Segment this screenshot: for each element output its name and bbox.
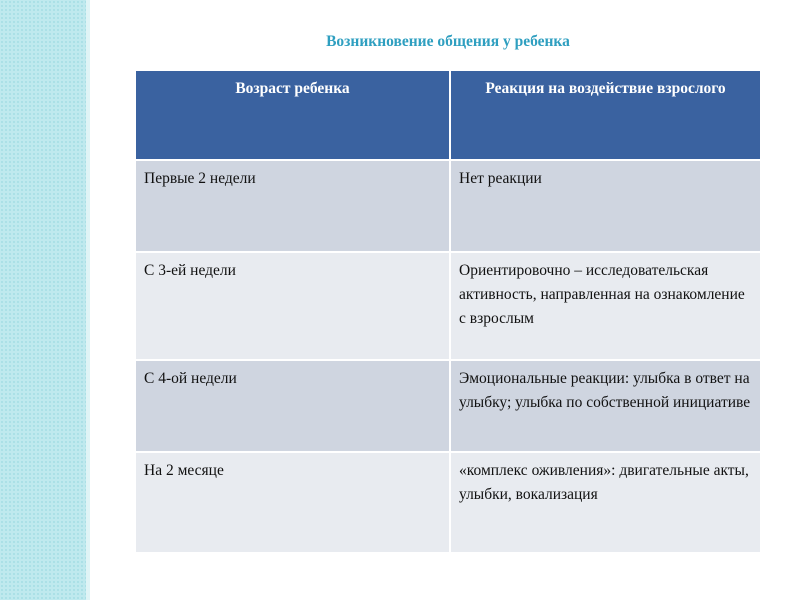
table-header-row bbox=[135, 70, 761, 160]
table-row bbox=[135, 452, 761, 553]
age-cell: С 4-ой недели bbox=[135, 360, 450, 452]
table-row bbox=[135, 160, 761, 252]
reaction-cell: Нет реакции bbox=[450, 160, 761, 252]
reaction-cell: «комплекс оживления»: двигательные акты, улыбки, вокализация bbox=[450, 452, 761, 553]
table-row bbox=[135, 360, 761, 452]
header-age: Возраст ребенка bbox=[135, 70, 450, 160]
table-row bbox=[135, 252, 761, 360]
age-cell: Первые 2 недели bbox=[135, 160, 450, 252]
age-cell: На 2 месяце bbox=[135, 452, 450, 553]
communication-table bbox=[134, 69, 762, 554]
decorative-side-border bbox=[86, 0, 90, 600]
age-cell: С 3-ей недели bbox=[135, 252, 450, 360]
reaction-cell: Эмоциональные реакции: улыбка в ответ на улыбку; улыбка по собственной инициативе bbox=[450, 360, 761, 452]
reaction-cell: Ориентировочно – исследовательская активность, направленная на ознакомление с взрослым bbox=[450, 252, 761, 360]
slide-title: Возникновение общения у ребенка bbox=[326, 33, 570, 50]
header-reaction: Реакция на воздействие взрослого bbox=[450, 70, 761, 160]
decorative-side-pattern bbox=[0, 0, 86, 600]
